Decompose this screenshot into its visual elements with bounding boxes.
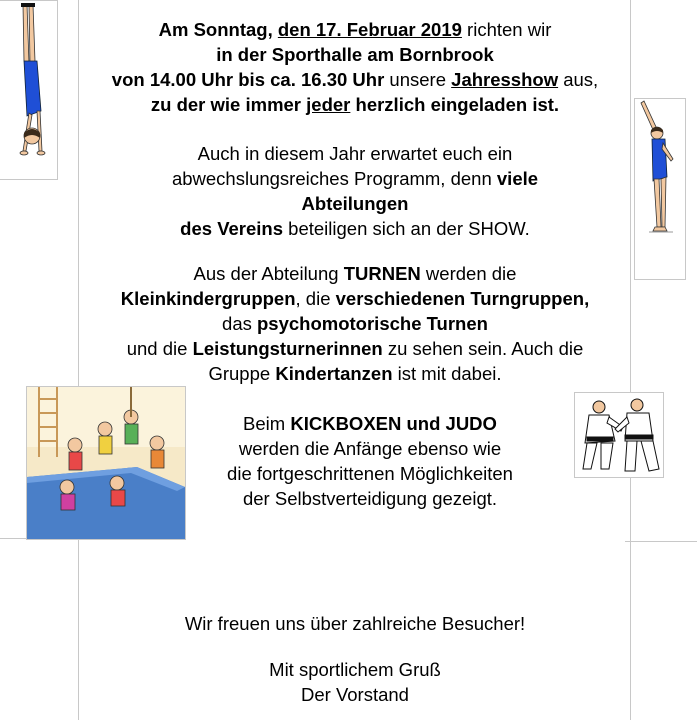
- turnen-text: , die: [295, 288, 336, 309]
- turnen-bold: TURNEN: [343, 263, 421, 284]
- turnen-paragraph: [60, 261, 650, 386]
- greeting-text: Mit sportlichem Gruß: [269, 659, 441, 680]
- closing-text: Wir freuen uns über zahlreiche Besucher!: [184, 613, 526, 634]
- judo-fighters-icon: [575, 393, 663, 477]
- event-time: von 14.00 Uhr bis ca. 16.30 Uhr: [111, 69, 385, 90]
- intro-text: Am Sonntag,: [158, 19, 278, 40]
- handstand-gymnast-icon: [0, 1, 57, 179]
- frame-line: [625, 541, 697, 542]
- event-date: den 17. Februar 2019: [277, 19, 462, 40]
- intro-text: aus,: [558, 69, 599, 90]
- handstand-gymnast-picture: [0, 0, 58, 180]
- closing-paragraph: [60, 611, 650, 707]
- kampfsport-paragraph: [165, 411, 575, 511]
- intro-text: unsere: [384, 69, 452, 90]
- program-text: Auch in diesem Jahr erwartet euch ein: [197, 143, 513, 164]
- intro-text: richten wir: [461, 19, 552, 40]
- turnen-text: werden die: [420, 263, 517, 284]
- intro-paragraph: [60, 17, 650, 117]
- turnen-text: Aus der Abteilung: [193, 263, 344, 284]
- program-bold: Abteilungen: [301, 193, 409, 214]
- program-paragraph: [60, 141, 650, 241]
- kids-on-mat-icon: [27, 387, 185, 539]
- turnen-bold: psychomotorische Turnen: [257, 313, 488, 334]
- kampf-text: werden die Anfänge ebenso wie: [238, 438, 502, 459]
- turnen-text: zu sehen sein. Auch die: [382, 338, 584, 359]
- kampf-text: die fortgeschrittenen Möglichkeiten: [227, 463, 513, 484]
- event-location: in der Sporthalle am Bornbrook: [216, 44, 494, 65]
- turnen-text: das: [222, 313, 257, 334]
- event-name: Jahresshow: [451, 69, 559, 90]
- turnen-bold: Leistungsturnerinnen: [192, 338, 383, 359]
- turnen-text: Gruppe: [208, 363, 276, 384]
- turnen-bold: Kleinkindergruppen: [120, 288, 296, 309]
- signature-text: Der Vorstand: [301, 684, 409, 705]
- program-bold: viele: [496, 168, 539, 189]
- kampf-text: Beim: [243, 413, 291, 434]
- turnen-bold: Kindertanzen: [275, 363, 393, 384]
- kids-on-mat-picture: [26, 386, 186, 540]
- intro-text: herzlich eingeladen ist.: [350, 94, 560, 115]
- program-text: beteiligen sich an der SHOW.: [283, 218, 530, 239]
- turnen-text: ist mit dabei.: [392, 363, 502, 384]
- kampf-text: der Selbstverteidigung gezeigt.: [242, 488, 498, 509]
- kampf-bold: KICKBOXEN und JUDO: [290, 413, 497, 434]
- emphasis-jeder: jeder: [306, 94, 351, 115]
- program-text: abwechslungsreiches Programm, denn: [171, 168, 497, 189]
- program-bold: des Vereins: [180, 218, 284, 239]
- intro-text: zu der wie immer: [150, 94, 307, 115]
- turnen-text: und die: [126, 338, 193, 359]
- turnen-bold: verschiedenen Turngruppen,: [335, 288, 590, 309]
- judo-fighters-picture: [574, 392, 664, 478]
